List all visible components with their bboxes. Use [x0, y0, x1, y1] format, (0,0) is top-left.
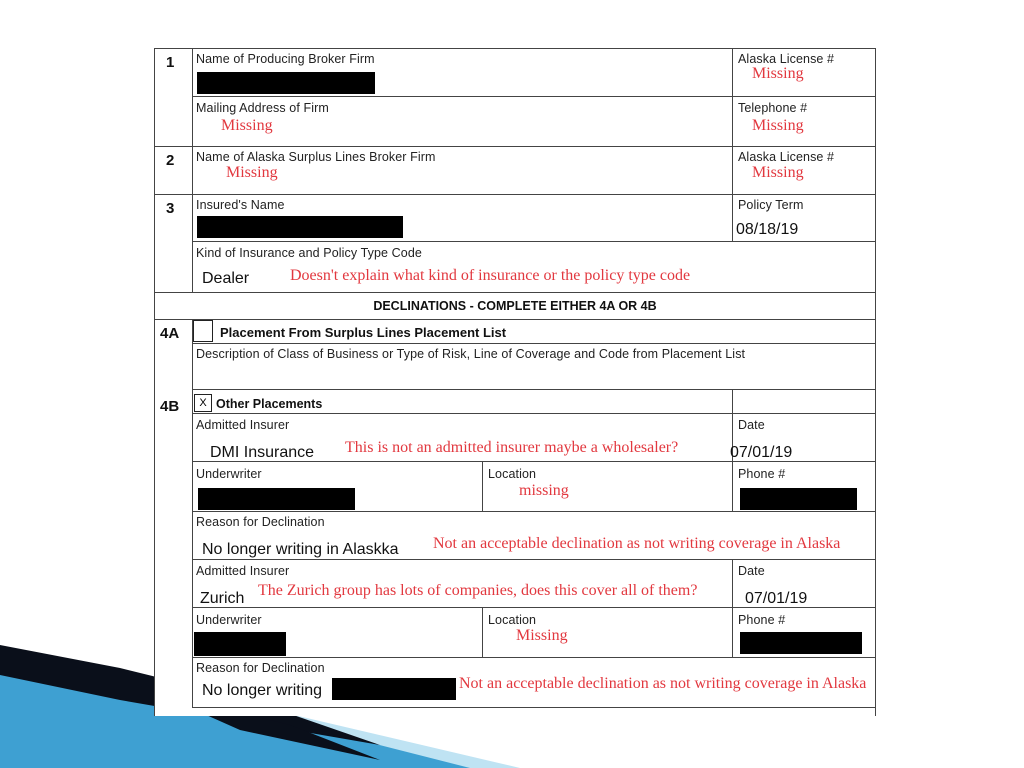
entry-1-underwriter-redacted: [198, 488, 355, 510]
entry-1-reason-note: Not an acceptable declination as not writing coverage in Alaska: [433, 535, 841, 552]
section-4b-number: 4B: [160, 398, 180, 415]
policy-term-divider: [732, 194, 733, 242]
entry-1-location-label: Location: [488, 467, 537, 481]
surplus-broker-note: Missing: [226, 164, 278, 181]
section-4a-number: 4A: [160, 325, 180, 342]
entry-2-date-divider: [732, 560, 733, 608]
entry-1-underwriter-label: Underwriter: [196, 467, 262, 481]
entry-1-location-note: missing: [519, 482, 569, 499]
entry-2-underwriter-label: Underwriter: [196, 613, 262, 627]
entry-1-location-divider: [482, 462, 483, 512]
kind-of-insurance-value: Dealer: [202, 270, 250, 287]
declaration-form: [154, 48, 876, 716]
entry-2-location-label: Location: [488, 613, 537, 627]
entry-2-phone-divider: [732, 608, 733, 658]
entry-1-date-value: 07/01/19: [730, 444, 793, 461]
producing-broker-redacted: [197, 72, 375, 94]
entry-2-insurer-value: Zurich: [200, 590, 245, 607]
entry-2-reason-label: Reason for Declination: [196, 661, 325, 675]
insured-name-redacted: [197, 216, 403, 238]
policy-term-value: 08/18/19: [736, 221, 799, 238]
mailing-address-label: Mailing Address of Firm: [196, 101, 329, 115]
telephone-note: Missing: [752, 117, 804, 134]
entry-2-underwriter-redacted: [194, 632, 286, 656]
surplus-license-label: Alaska License #: [738, 150, 835, 164]
mailing-address-note: Missing: [221, 117, 273, 134]
section-4a-title: Placement From Surplus Lines Placement List: [220, 325, 507, 340]
entry-2-reason-note: Not an acceptable declination as not writing coverage in Alaska: [459, 675, 867, 692]
entry-2-reason-redacted: [332, 678, 456, 700]
entry-1-phone-divider: [732, 462, 733, 512]
entry-2-insurer-label: Admitted Insurer: [196, 564, 290, 578]
section-3-divider: [192, 242, 193, 292]
entry-2-reason-value: No longer writing: [202, 682, 323, 699]
producing-broker-label: Name of Producing Broker Firm: [196, 52, 375, 66]
entry-1-reason-value: No longer writing in Alaskka: [202, 541, 399, 558]
entry-2-date-label: Date: [738, 564, 765, 578]
surplus-license-note: Missing: [752, 164, 804, 181]
section-4b-title: Other Placements: [216, 397, 323, 411]
section-4b-title-divider: [732, 390, 733, 414]
entry-2-location-note: Missing: [516, 627, 568, 644]
section-1-number: 1: [166, 54, 175, 71]
policy-term-label: Policy Term: [738, 198, 804, 212]
section-3-number: 3: [166, 200, 175, 217]
license-label: Alaska License #: [738, 52, 835, 66]
entry-2-insurer-note: The Zurich group has lots of companies, does this cover all of them?: [258, 582, 698, 599]
telephone-label: Telephone #: [738, 101, 808, 115]
license-note: Missing: [752, 65, 804, 82]
section-4b-checkbox[interactable]: X: [194, 394, 212, 412]
entry-2-location-divider: [482, 608, 483, 658]
section-1-divider: [192, 97, 193, 146]
entry-1-phone-label: Phone #: [738, 467, 786, 481]
entry-1-reason-label: Reason for Declination: [196, 515, 325, 529]
entry-1-insurer-value: DMI Insurance: [210, 444, 315, 461]
section-4a-description-label: Description of Class of Business or Type of Risk, Line of Coverage and Code from Placement List: [196, 347, 746, 361]
kind-of-insurance-note: Doesn't explain what kind of insurance or the policy type code: [290, 267, 691, 284]
entry-1-insurer-note: This is not an admitted insurer maybe a wholesaler?: [345, 439, 679, 456]
entry-2-phone-redacted: [740, 632, 862, 654]
insured-name-label: Insured's Name: [196, 198, 285, 212]
kind-of-insurance-label: Kind of Insurance and Policy Type Code: [196, 246, 422, 260]
section-2-number: 2: [166, 152, 175, 169]
entry-2-date-value: 07/01/19: [745, 590, 808, 607]
surplus-broker-label: Name of Alaska Surplus Lines Broker Firm: [196, 150, 436, 164]
entry-1-insurer-label: Admitted Insurer: [196, 418, 290, 432]
section-4a-checkbox[interactable]: [193, 320, 213, 342]
entry-1-date-label: Date: [738, 418, 765, 432]
declinations-header: DECLINATIONS - COMPLETE EITHER 4A OR 4B: [373, 299, 657, 313]
entry-1-phone-redacted: [740, 488, 857, 510]
entry-2-phone-label: Phone #: [738, 613, 786, 627]
